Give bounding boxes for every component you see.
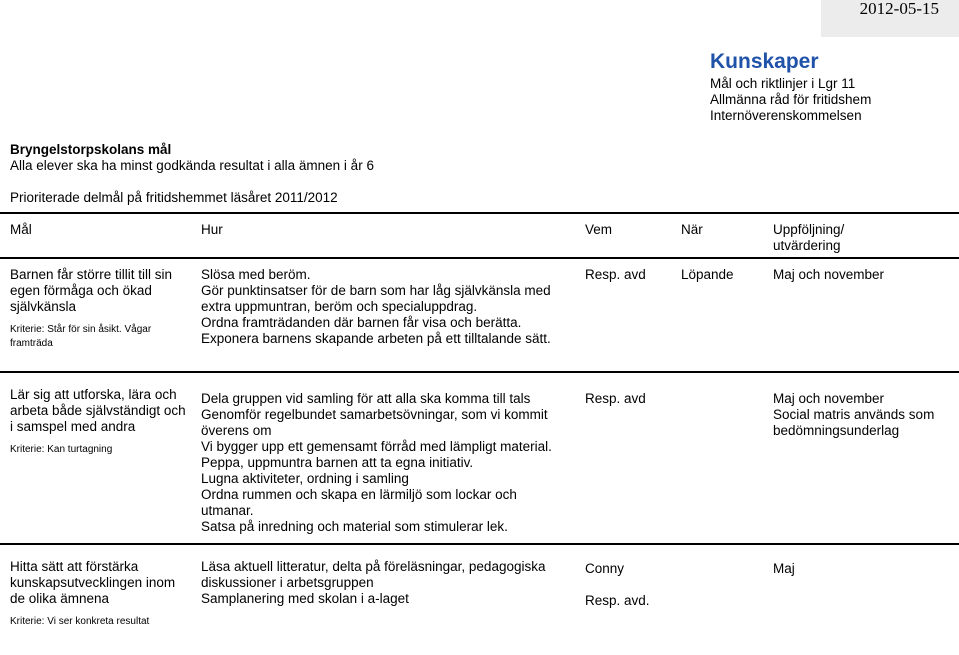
mal-text: Hitta sätt att förstärka bbox=[10, 559, 139, 574]
hur-text: Vi bygger upp ett gemensamt förråd med lämpligt material. bbox=[201, 439, 552, 454]
mal-text: Barnen får större tillit till sin bbox=[10, 267, 173, 282]
table-row-rule bbox=[0, 257, 959, 259]
col-header-mal: Mål bbox=[10, 222, 32, 237]
table-row-1-hur bbox=[201, 267, 581, 347]
kriterie-text bbox=[10, 323, 190, 351]
table-row-2-mal bbox=[10, 387, 195, 457]
table-row-1-uppf: Maj och november bbox=[773, 267, 885, 282]
vem-text: Conny bbox=[585, 561, 625, 576]
table-row-3-vem bbox=[585, 561, 650, 609]
brand-line: Allmänna råd för fritidshem bbox=[710, 92, 872, 107]
hur-text: utmanar. bbox=[201, 503, 254, 518]
kriterie-line: Kriterie: Står för sin åsikt. Vågar bbox=[10, 324, 152, 335]
table-row-rule bbox=[0, 371, 959, 373]
table-row-3-hur bbox=[201, 559, 581, 607]
hur-text: Slösa med beröm. bbox=[201, 267, 311, 282]
uppf-text: Maj och november bbox=[773, 391, 885, 406]
kriterie-text bbox=[10, 615, 195, 629]
vem-spacer bbox=[585, 577, 650, 593]
mal-text: arbeta både självständigt och bbox=[10, 403, 186, 418]
hur-text: diskussioner i arbetsgruppen bbox=[201, 575, 374, 590]
hur-text: Ordna rummen och skapa en lärmiljö som lockar och bbox=[201, 487, 517, 502]
mal-text: självkänsla bbox=[10, 299, 77, 314]
table-row-3-mal bbox=[10, 559, 195, 629]
mal-text: egen förmåga och ökad bbox=[10, 283, 152, 298]
col-header-uppf-line: utvärdering bbox=[773, 238, 841, 253]
table-row-3-uppf: Maj bbox=[773, 561, 795, 576]
hur-text: extra uppmuntran, beröm och specialuppdrag. bbox=[201, 299, 478, 314]
brand-title: Kunskaper bbox=[710, 50, 819, 73]
uppf-text: bedömningsunderlag bbox=[773, 423, 900, 438]
hur-text: Samplanering med skolan i a-laget bbox=[201, 591, 409, 606]
hur-text: Gör punktinsatser för de barn som har låg självkänsla med bbox=[201, 283, 551, 298]
table-row-2-uppf bbox=[773, 391, 934, 439]
brand-block bbox=[710, 48, 950, 124]
hur-text: Lugna aktiviteter, ordning i samling bbox=[201, 471, 409, 486]
table-row-2-vem: Resp. avd bbox=[585, 391, 646, 406]
document-date: 2012-05-15 bbox=[859, 0, 939, 18]
mal-text: de olika ämnena bbox=[10, 591, 110, 606]
goals-line: Alla elever ska ha minst godkända resultat i alla ämnen i år 6 bbox=[10, 158, 374, 173]
hur-text: Exponera barnens skapande arbeten på ett tilltalande sätt. bbox=[201, 331, 551, 346]
col-header-uppf-line: Uppföljning/ bbox=[773, 222, 845, 237]
kriterie-text bbox=[10, 443, 195, 457]
goals-heading: Bryngelstorpskolans mål bbox=[10, 142, 172, 157]
vem-text: Resp. avd. bbox=[585, 593, 650, 608]
hur-text: Peppa, uppmuntra barnen att ta egna initiativ. bbox=[201, 455, 474, 470]
table-row-1-nar: Löpande bbox=[681, 267, 734, 282]
table-row-2-hur bbox=[201, 391, 581, 535]
table-row-rule bbox=[0, 543, 959, 545]
col-header-nar: När bbox=[681, 222, 703, 237]
mal-text: i samspel med andra bbox=[10, 419, 136, 434]
table-top-rule bbox=[0, 212, 959, 214]
hur-text: Satsa på inredning och material som stimulerar lek. bbox=[201, 519, 508, 534]
col-header-uppfoljning bbox=[773, 222, 844, 254]
col-header-vem: Vem bbox=[585, 222, 613, 237]
brand-line: Internöverenskommelsen bbox=[710, 108, 862, 123]
priority-line: Prioriterade delmål på fritidshemmet läsåret 2011/2012 bbox=[10, 190, 338, 205]
kriterie-line: Kriterie: Vi ser konkreta resultat bbox=[10, 616, 150, 627]
hur-text: Genomför regelbundet samarbetsövningar, som vi kommit bbox=[201, 407, 548, 422]
mal-text: kunskapsutvecklingen inom bbox=[10, 575, 176, 590]
hur-text: Dela gruppen vid samling för att alla ska komma till tals bbox=[201, 391, 531, 406]
hur-text: Läsa aktuell litteratur, delta på föreläsningar, pedagogiska bbox=[201, 559, 546, 574]
uppf-text: Social matris används som bbox=[773, 407, 935, 422]
kriterie-line: framträda bbox=[10, 338, 53, 349]
table-row-1-mal bbox=[10, 267, 190, 351]
kriterie-line: Kriterie: Kan turtagning bbox=[10, 444, 113, 455]
hur-text: överens om bbox=[201, 423, 272, 438]
hur-text: Ordna framträdanden där barnen får visa och berätta. bbox=[201, 315, 522, 330]
brand-line: Mål och riktlinjer i Lgr 11 bbox=[710, 76, 856, 91]
table-row-1-vem: Resp. avd bbox=[585, 267, 646, 282]
col-header-hur: Hur bbox=[201, 222, 223, 237]
mal-text: Lär sig att utforska, lära och bbox=[10, 387, 177, 402]
